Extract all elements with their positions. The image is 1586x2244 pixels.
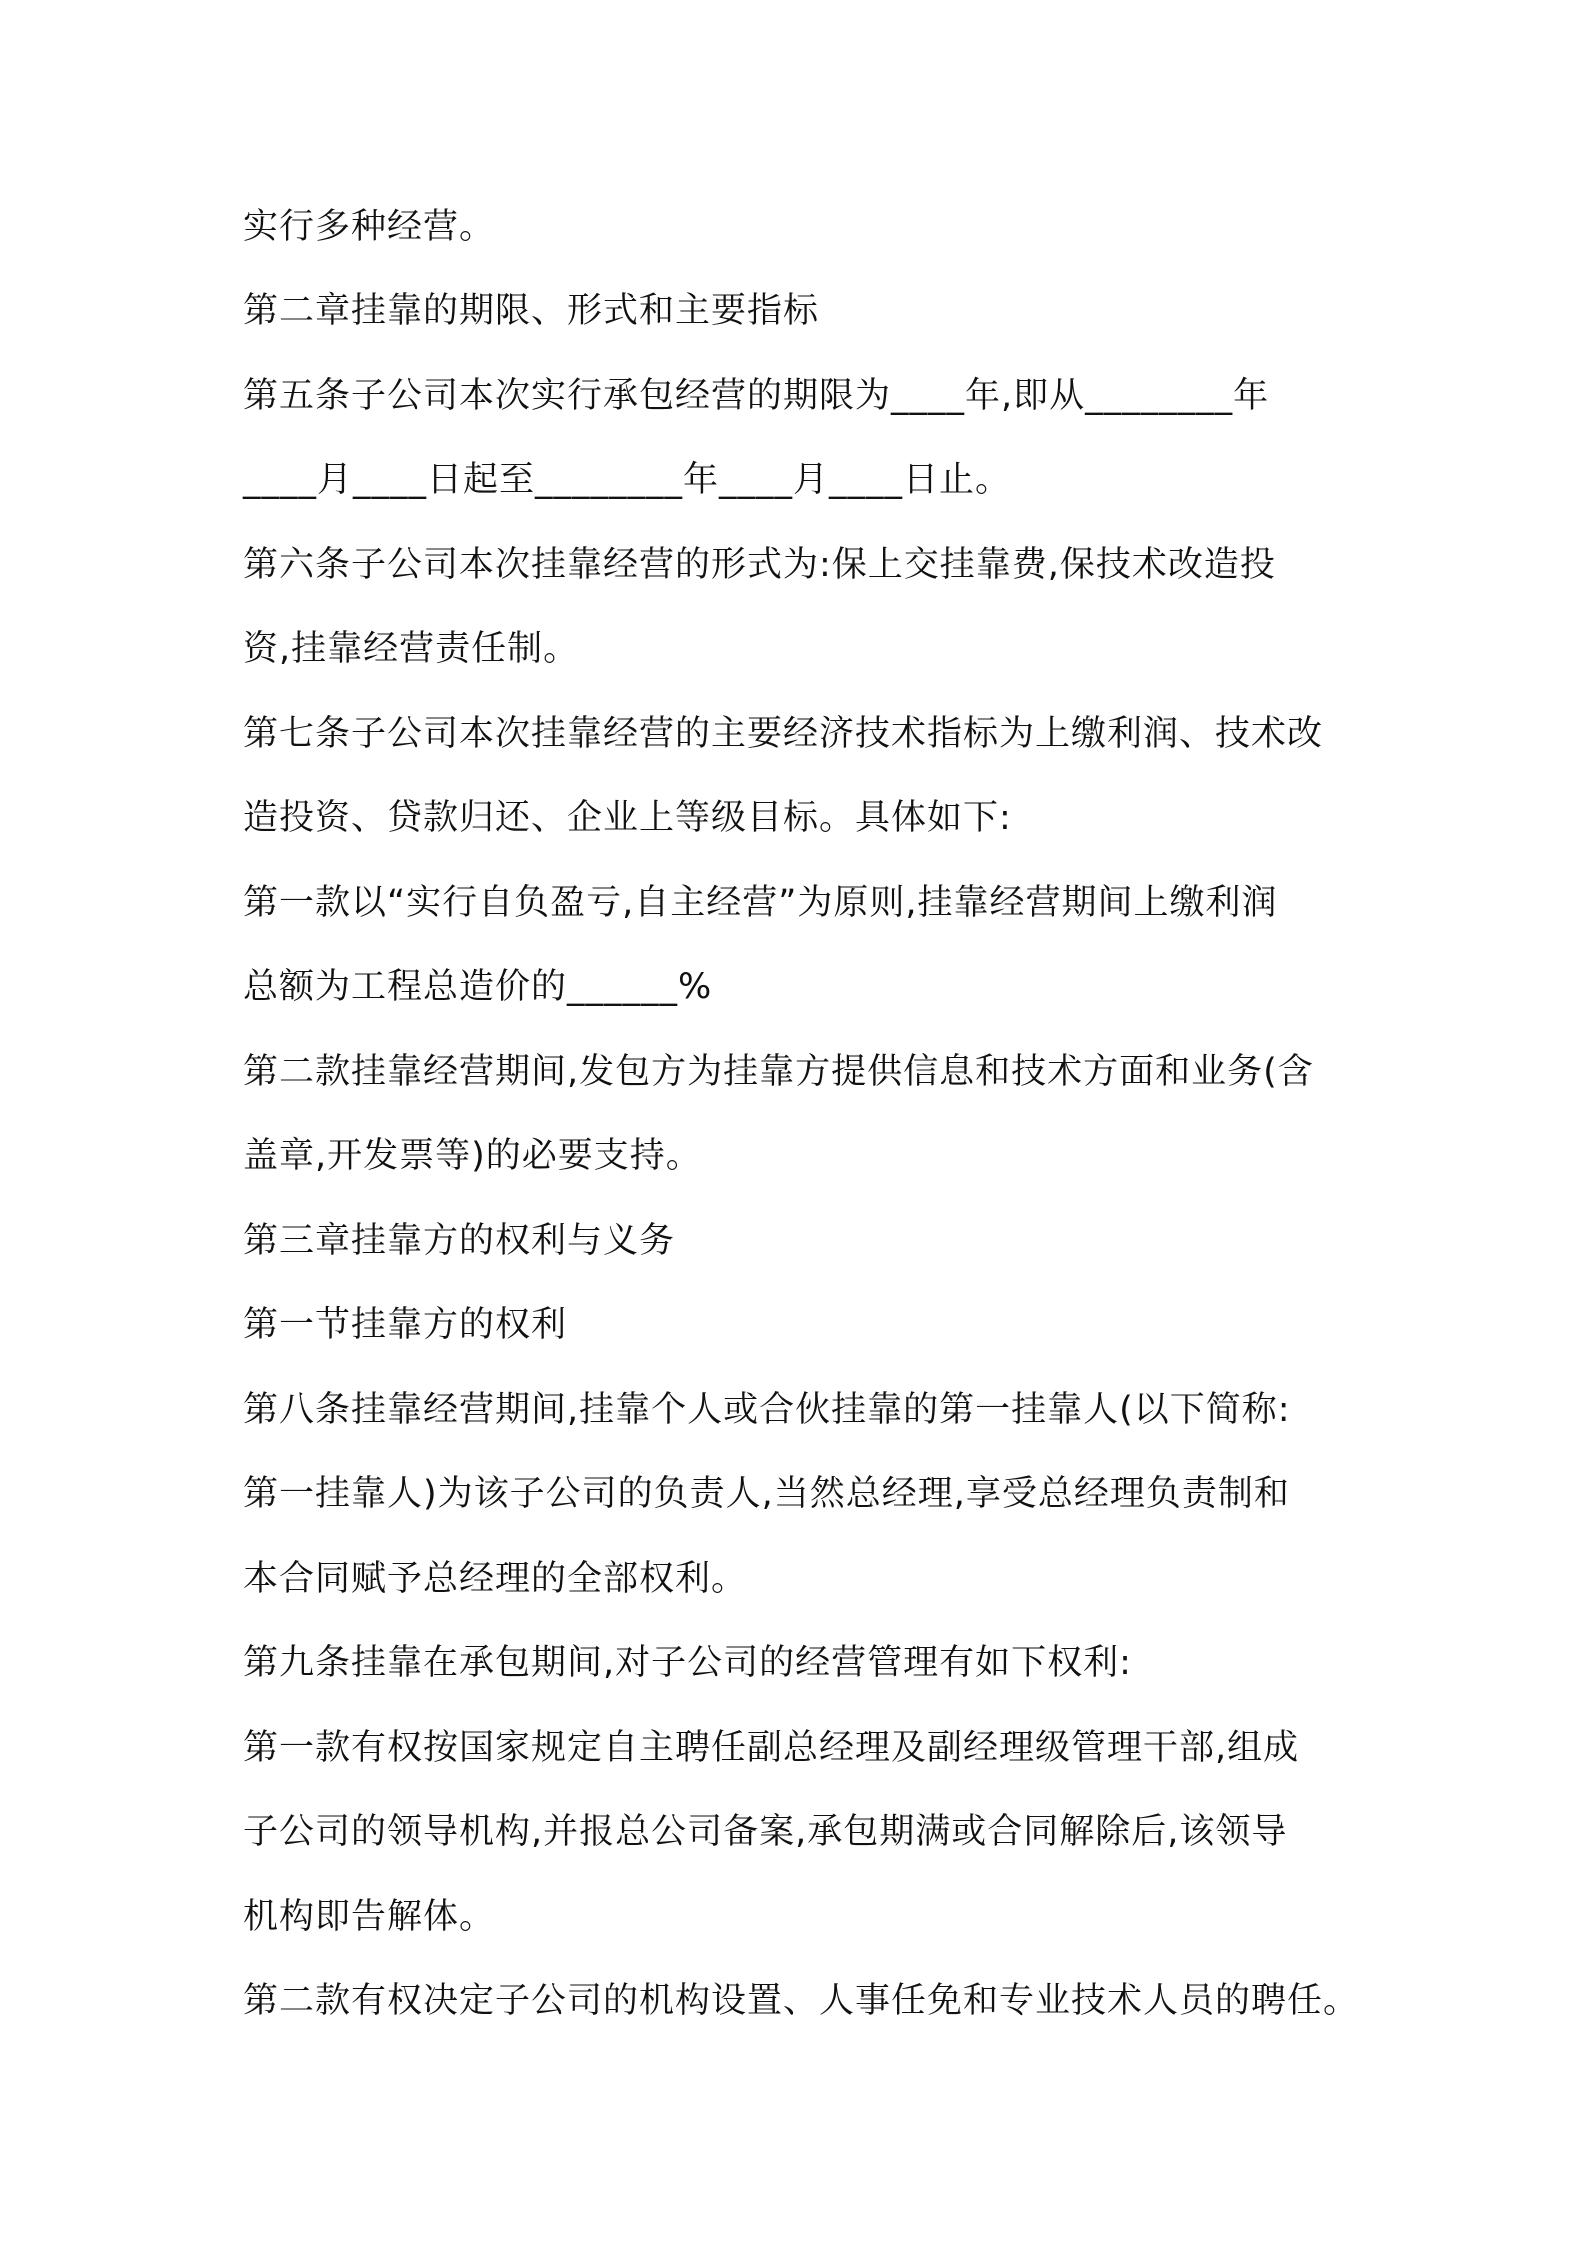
text-line: 盖章,开发票等)的必要支持。 [243,1136,702,1176]
chapter-heading: 第三章挂靠方的权利与义务 [243,1221,676,1261]
text-line: 资,挂靠经营责任制。 [243,629,580,669]
text-line: 第八条挂靠经营期间,挂靠个人或合伙挂靠的第一挂靠人(以下简称: [243,1390,1291,1430]
chapter-heading: 第二章挂靠的期限、形式和主要指标 [243,291,820,331]
text-line: 本合同赋予总经理的全部权利。 [243,1559,748,1599]
text-line: 第二款挂靠经营期间,发包方为挂靠方提供信息和技术方面和业务(含 [243,1052,1314,1092]
text-line: 第一挂靠人)为该子公司的负责人,当然总经理,享受总经理负责制和 [243,1474,1290,1514]
text-line: 造投资、贷款归还、企业上等级目标。具体如下: [243,798,1012,838]
text-line: 总额为工程总造价的______% [243,967,713,1007]
text-line: 第七条子公司本次挂靠经营的主要经济技术指标为上缴利润、技术改 [243,714,1324,754]
text-line: ____月____日起至________年____月____日止。 [243,460,1012,500]
text-line: 第六条子公司本次挂靠经营的形式为:保上交挂靠费,保技术改造投 [243,545,1276,585]
section-heading: 第一节挂靠方的权利 [243,1305,568,1345]
text-line: 第九条挂靠在承包期间,对子公司的经营管理有如下权利: [243,1643,1132,1683]
text-line: 第五条子公司本次实行承包经营的期限为____年,即从________年 [243,376,1270,416]
text-line: 第二款有权决定子公司的机构设置、人事任免和专业技术人员的聘任。 [243,1981,1360,2021]
text-line: 机构即告解体。 [243,1897,496,1937]
text-line: 子公司的领导机构,并报总公司备案,承包期满或合同解除后,该领导 [243,1812,1288,1852]
text-line: 第一款以“实行自负盈亏,自主经营”为原则,挂靠经营期间上缴利润 [243,883,1278,923]
text-line: 实行多种经营。 [243,207,496,247]
text-line: 第一款有权按国家规定自主聘任副总经理及副经理级管理干部,组成 [243,1728,1300,1768]
